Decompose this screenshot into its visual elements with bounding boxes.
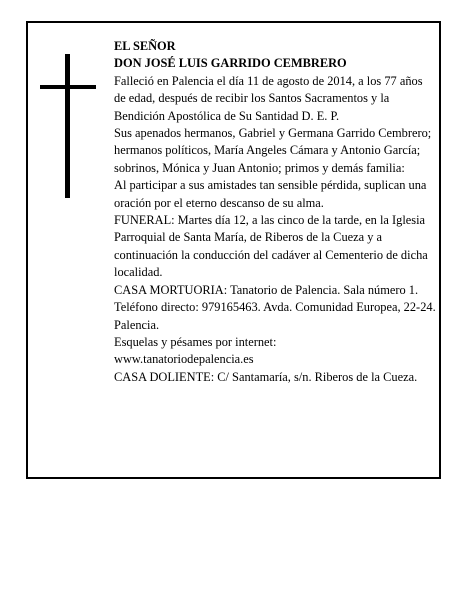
cross-horizontal-bar (40, 85, 96, 89)
death-announcement: Falleció en Palencia el día 11 de agosto de 2014, a los 77 años de edad, después de recibir los Santos Sacramentos y la Bendición Apostólica de Su Santidad D. E. P. (114, 73, 423, 123)
notice-heading-title: EL SEÑOR (114, 39, 176, 53)
funeral-home-website: www.tanatoriodepalencia.es (114, 352, 254, 367)
funeral-home-details: CASA MORTUORIA: Tanatorio de Palencia. Sala número 1. Teléfono directo: 979165463. Avda. Comunidad Europea, 22-24. Palencia. (114, 282, 436, 332)
notice-text (114, 38, 436, 386)
deceased-name: DON JOSÉ LUIS GARRIDO CEMBRERO (114, 56, 347, 71)
cross-vertical-bar (65, 54, 70, 198)
family-list: Sus apenados hermanos, Gabriel y Germana Garrido Cembrero; hermanos políticos, María Angeles Cámara y Antonio García; sobrinos, Mónica y Juan Antonio; primos y demás familia: (114, 126, 432, 175)
funeral-details: FUNERAL: Martes día 12, a las cinco de la tarde, en la Iglesia Parroquial de Santa María, de Riberos de la Cueza y a continuación la conducción del cadáver al Cementerio de dicha localidad. (114, 213, 428, 280)
prayer-request: Al participar a sus amistades tan sensible pérdida, suplican una oración por el eterno descanso de su alma. (114, 178, 427, 210)
cross-icon (40, 54, 96, 198)
obituary-notice (26, 21, 441, 479)
online-condolences-label: Esquelas y pésames por internet: (114, 334, 277, 349)
family-home-address: CASA DOLIENTE: C/ Santamaría, s/n. Riberos de la Cueza. (114, 369, 418, 384)
